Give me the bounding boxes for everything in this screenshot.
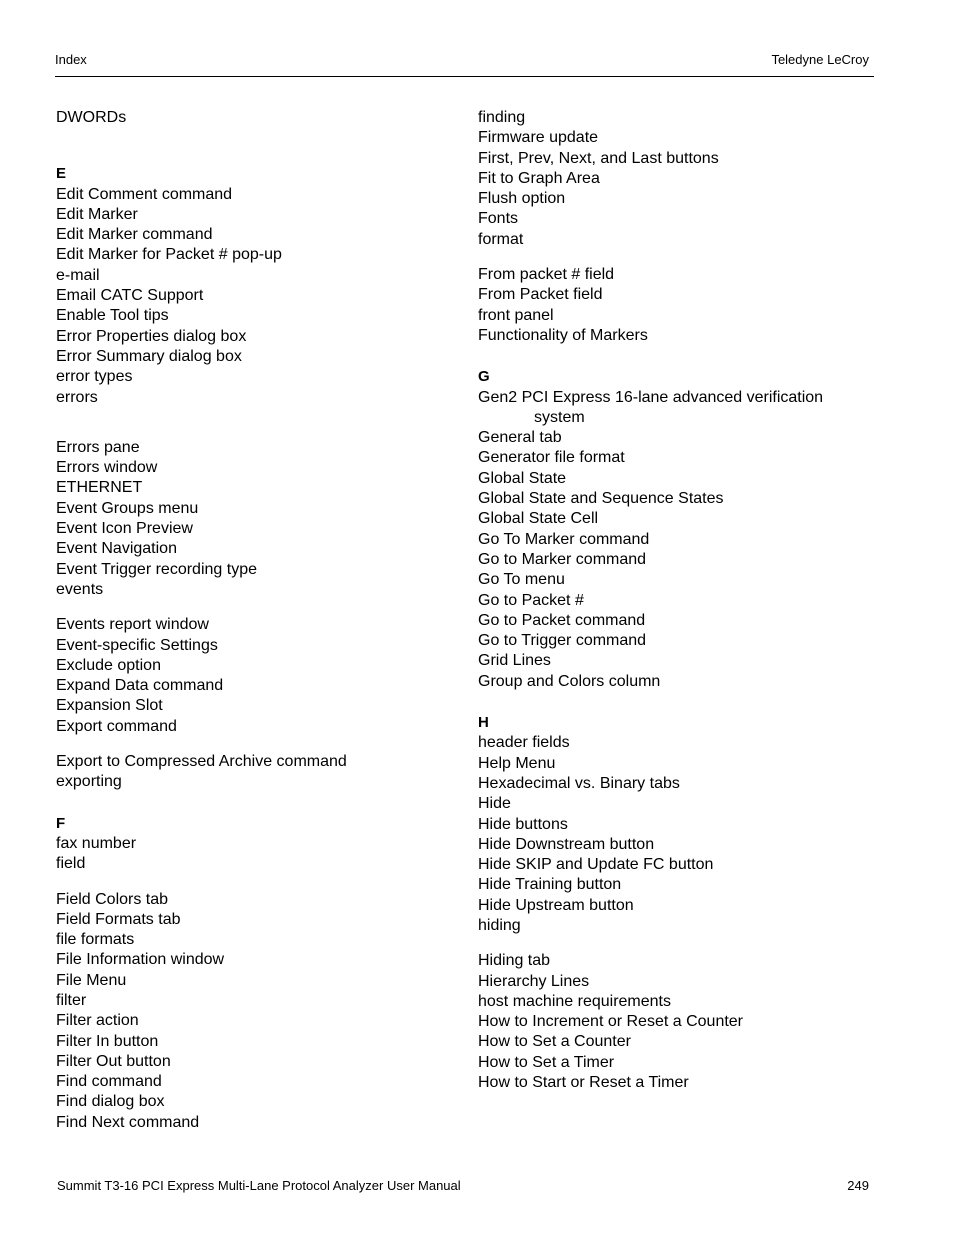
index-entry: First, Prev, Next, and Last buttons [478, 149, 719, 167]
index-entry: Event-specific Settings [56, 636, 218, 654]
index-entry: From packet # field [478, 266, 615, 284]
index-entry: hiding [478, 916, 521, 934]
index-entry: Event Trigger recording type [56, 560, 257, 578]
spacer [478, 346, 878, 367]
index-group [56, 890, 456, 1134]
index-entry: Go to Packet # [478, 591, 584, 609]
index-entry: Filter action [56, 1012, 139, 1030]
index-entry: General tab [478, 429, 562, 447]
index-entry: Go to Marker command [478, 550, 647, 568]
index-letter-heading: F [56, 814, 66, 832]
index-entry: Edit Marker command [56, 226, 213, 244]
index-entry: Event Icon Preview [56, 520, 193, 538]
index-entry: format [478, 230, 524, 248]
index-group [56, 834, 456, 875]
index-entry: Hide Training button [478, 876, 622, 894]
index-entry: Filter In button [56, 1032, 159, 1050]
spacer [478, 692, 878, 713]
index-group [478, 388, 878, 692]
index-letter-heading: G [478, 368, 490, 386]
index-entry: Edit Marker [56, 205, 138, 223]
index-group [56, 752, 456, 793]
index-entry: Go to Packet command [478, 611, 646, 629]
index-entry: How to Increment or Reset a Counter [478, 1013, 744, 1031]
index-entry: Exclude option [56, 656, 161, 674]
index-entry: Hide Downstream button [478, 835, 655, 853]
index-entry: Fit to Graph Area [478, 169, 600, 187]
index-entry: Expansion Slot [56, 697, 163, 715]
index-entry: Error Summary dialog box [56, 347, 242, 365]
index-entry: Filter Out button [56, 1052, 171, 1070]
index-entry: Global State [478, 469, 567, 487]
index-entry: Go to Trigger command [478, 632, 647, 650]
index-entry: Firmware update [478, 129, 599, 147]
index-entry: file formats [56, 931, 135, 949]
index-entry: fax number [56, 834, 137, 852]
index-entry: Field Colors tab [56, 890, 169, 908]
index-entry: DWORDs [56, 109, 127, 126]
index-entry: Edit Comment command [56, 185, 233, 203]
index-entry: front panel [478, 306, 554, 324]
spacer [478, 936, 878, 951]
index-group [478, 108, 878, 250]
index-group [56, 185, 456, 408]
header-section-title: Index [55, 52, 87, 67]
index-entry: errors [56, 388, 98, 406]
index-entry: Export command [56, 717, 177, 735]
index-entry: Group and Colors column [478, 672, 661, 690]
index-entry: Go To Marker command [478, 530, 650, 548]
index-entry: exporting [56, 773, 122, 791]
index-entry: Hierarchy Lines [478, 972, 590, 990]
spacer [478, 250, 878, 265]
spacer [56, 128, 456, 164]
index-entry: Hide Upstream button [478, 896, 634, 914]
index-entry: Hiding tab [478, 952, 551, 970]
index-entry: Fonts [478, 210, 519, 228]
index-entry: error types [56, 368, 133, 386]
index-entry: Field Formats tab [56, 910, 181, 928]
index-entry: header fields [478, 734, 570, 752]
index-entry: Errors window [56, 459, 158, 477]
spacer [56, 875, 456, 890]
index-group [478, 265, 878, 346]
index-entry: Error Properties dialog box [56, 327, 247, 345]
spacer [56, 408, 456, 438]
index-entry: Functionality of Markers [478, 326, 648, 344]
index-group [478, 733, 878, 936]
index-entry: File Information window [56, 951, 225, 969]
index-entry: Find dialog box [56, 1093, 165, 1111]
index-entry: finding [478, 109, 526, 126]
index-group [56, 615, 456, 737]
index-entry: Edit Marker for Packet # pop-up [56, 246, 282, 264]
index-entry: e-mail [56, 266, 100, 284]
index-letter-heading: E [56, 165, 67, 183]
index-entry: Hide SKIP and Update FC button [478, 856, 714, 874]
index-entry: Expand Data command [56, 677, 224, 695]
index-group [478, 951, 878, 1093]
index-entry: Event Navigation [56, 540, 177, 558]
page-number: 249 [847, 1178, 869, 1193]
index-entry: Find command [56, 1073, 162, 1091]
index-entry: events [56, 580, 104, 598]
index-entry: Global State Cell [478, 510, 599, 528]
index-column-right [478, 108, 878, 1093]
index-entry: Errors pane [56, 438, 140, 456]
index-group [56, 438, 456, 600]
spacer [56, 793, 456, 814]
index-entry: Find Next command [56, 1113, 200, 1131]
index-entry: Generator file format [478, 449, 625, 467]
header-company-name: Teledyne LeCroy [771, 52, 869, 67]
index-entry: From Packet field [478, 286, 603, 304]
index-entry: Hide [478, 795, 511, 813]
spacer [56, 737, 456, 752]
header-divider [55, 76, 874, 77]
index-letter-heading: H [478, 714, 489, 732]
index-entry: Flush option [478, 190, 566, 208]
index-entry: Grid Lines [478, 652, 551, 670]
footer-manual-title: Summit T3-16 PCI Express Multi-Lane Protocol Analyzer User Manual [57, 1178, 461, 1193]
index-entry-continuation: system [534, 408, 585, 426]
index-entry: Events report window [56, 616, 209, 634]
index-entry: filter [56, 991, 87, 1009]
index-entry: Enable Tool tips [56, 307, 169, 325]
index-entry: How to Set a Counter [478, 1033, 631, 1051]
index-entry: field [56, 855, 86, 873]
index-entry: Gen2 PCI Express 16-lane advanced verification [478, 388, 824, 406]
index-entry: Help Menu [478, 754, 556, 772]
index-entry: Global State and Sequence States [478, 490, 724, 508]
index-entry: Email CATC Support [56, 287, 204, 305]
index-column-left [56, 108, 456, 1133]
index-entry: How to Set a Timer [478, 1053, 615, 1071]
index-entry: Event Groups menu [56, 499, 199, 517]
index-entry: File Menu [56, 971, 127, 989]
spacer [56, 600, 456, 615]
index-entry: Hide buttons [478, 815, 568, 833]
index-entry: ETHERNET [56, 479, 143, 497]
index-entry: How to Start or Reset a Timer [478, 1074, 689, 1092]
index-entry: Export to Compressed Archive command [56, 753, 347, 771]
index-entry: Hexadecimal vs. Binary tabs [478, 774, 680, 792]
index-entry: host machine requirements [478, 992, 671, 1010]
index-entry: Go To menu [478, 571, 565, 589]
